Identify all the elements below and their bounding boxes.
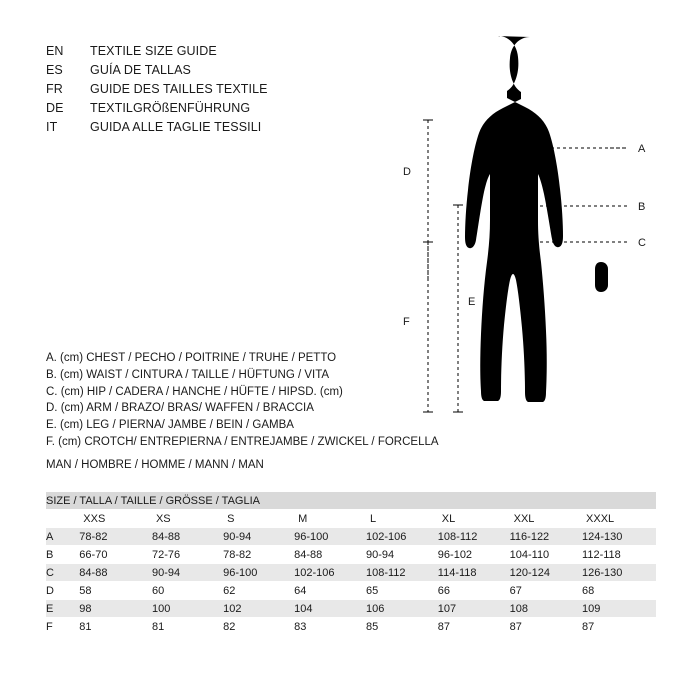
- title-lang-en: EN: [46, 44, 64, 58]
- cell-a-xs: 84-88: [152, 528, 223, 546]
- male-silhouette-icon: [465, 36, 608, 402]
- table-header-title: SIZE / TALLA / TAILLE / GRÖSSE / TAGLIA: [46, 492, 656, 510]
- table-row: [46, 528, 656, 546]
- title-row-de: [46, 101, 376, 120]
- legend-item-d: D. (cm) ARM / BRAZO/ BRAS/ WAFFEN / BRACCIA: [46, 402, 314, 415]
- row-label-f: F: [46, 618, 79, 636]
- diagram-label-f: F: [403, 316, 410, 328]
- cell-e-l: 106: [366, 600, 438, 618]
- column-xxs: XXS: [79, 510, 152, 528]
- column-xxl: XXL: [510, 510, 582, 528]
- column-l: L: [366, 510, 438, 528]
- cell-f-xs: 81: [152, 618, 223, 636]
- cell-e-xl: 107: [438, 600, 510, 618]
- title-text-en: TEXTILE SIZE GUIDE: [90, 44, 217, 58]
- cell-a-xl: 108-112: [438, 528, 510, 546]
- title-lang-it: IT: [46, 120, 58, 134]
- diagram-label-b: B: [638, 201, 646, 213]
- cell-c-xxs: 84-88: [79, 564, 152, 582]
- title-row-it: [46, 120, 376, 139]
- title-row-es: [46, 63, 376, 82]
- cell-b-xs: 72-76: [152, 546, 223, 564]
- cell-f-xxxl: 87: [582, 618, 656, 636]
- table-row: [46, 564, 656, 582]
- cell-c-xl: 114-118: [438, 564, 510, 582]
- cell-e-s: 102: [223, 600, 294, 618]
- cell-c-xxxl: 126-130: [582, 564, 656, 582]
- cell-f-xl: 87: [438, 618, 510, 636]
- size-table-wrapper: [46, 492, 656, 636]
- table-row: [46, 546, 656, 564]
- column-xxxl: XXXL: [582, 510, 656, 528]
- gender-label: MAN / HOMBRE / HOMME / MANN / MAN: [46, 459, 264, 471]
- row-label-c: C: [46, 564, 79, 582]
- cell-d-xxs: 58: [79, 582, 152, 600]
- cell-f-m: 83: [294, 618, 366, 636]
- title-row-fr: [46, 82, 376, 101]
- cell-e-xs: 100: [152, 600, 223, 618]
- legend-item-e: E. (cm) LEG / PIERNA/ JAMBE / BEIN / GAMBA: [46, 419, 294, 432]
- cell-d-xxl: 67: [510, 582, 582, 600]
- title-text-de: TEXTILGRÖßENFÜHRUNG: [90, 101, 251, 115]
- row-label-d: D: [46, 582, 79, 600]
- cell-c-m: 102-106: [294, 564, 366, 582]
- size-table: [46, 492, 656, 636]
- title-lang-es: ES: [46, 63, 63, 77]
- legend-item-b: B. (cm) WAIST / CINTURA / TAILLE / HÜFTUNG / VITA: [46, 368, 330, 381]
- diagram-label-c: C: [638, 237, 646, 249]
- legend-item-c: C. (cm) HIP / CADERA / HANCHE / HÜFTE / HIPSD. (cm): [46, 385, 343, 398]
- diagram-label-a: A: [638, 143, 646, 155]
- column-xs: XS: [152, 510, 223, 528]
- cell-c-l: 108-112: [366, 564, 438, 582]
- cell-b-xxxl: 112-118: [582, 546, 656, 564]
- cell-f-xxs: 81: [79, 618, 152, 636]
- legend-item-a: A. (cm) CHEST / PECHO / POITRINE / TRUHE / PETTO: [46, 352, 337, 364]
- cell-a-m: 96-100: [294, 528, 366, 546]
- cell-c-s: 96-100: [223, 564, 294, 582]
- row-label-b: B: [46, 546, 79, 564]
- diagram-label-d: D: [403, 166, 411, 178]
- cell-f-xxl: 87: [510, 618, 582, 636]
- body-diagram: [380, 20, 680, 470]
- title-text-es: GUÍA DE TALLAS: [90, 63, 191, 77]
- table-row: [46, 618, 656, 636]
- cell-e-xxl: 108: [510, 600, 582, 618]
- row-label-a: A: [46, 528, 79, 546]
- cell-d-xs: 60: [152, 582, 223, 600]
- cell-d-xxxl: 68: [582, 582, 656, 600]
- cell-a-l: 102-106: [366, 528, 438, 546]
- cell-d-l: 65: [366, 582, 438, 600]
- cell-c-xxl: 120-124: [510, 564, 582, 582]
- title-lang-de: DE: [46, 101, 64, 115]
- cell-d-xl: 66: [438, 582, 510, 600]
- cell-b-s: 78-82: [223, 546, 294, 564]
- cell-a-xxs: 78-82: [79, 528, 152, 546]
- cell-a-xxl: 116-122: [510, 528, 582, 546]
- cell-b-m: 84-88: [294, 546, 366, 564]
- cell-e-m: 104: [294, 600, 366, 618]
- table-column-row: [46, 510, 656, 528]
- title-text-it: GUIDA ALLE TAGLIE TESSILI: [90, 120, 262, 134]
- table-header-row: [46, 492, 656, 510]
- title-text-fr: GUIDE DES TAILLES TEXTILE: [90, 82, 268, 96]
- column-m: M: [294, 510, 366, 528]
- cell-a-xxxl: 124-130: [582, 528, 656, 546]
- title-block: [46, 44, 376, 139]
- table-row: [46, 582, 656, 600]
- cell-c-xs: 90-94: [152, 564, 223, 582]
- column-xl: XL: [438, 510, 510, 528]
- column-corner: [46, 510, 79, 528]
- title-row-en: [46, 44, 376, 63]
- cell-d-m: 64: [294, 582, 366, 600]
- cell-e-xxxl: 109: [582, 600, 656, 618]
- column-s: S: [223, 510, 294, 528]
- cell-b-xxl: 104-110: [510, 546, 582, 564]
- cell-d-s: 62: [223, 582, 294, 600]
- cell-b-xl: 96-102: [438, 546, 510, 564]
- table-row: [46, 600, 656, 618]
- title-lang-fr: FR: [46, 82, 63, 96]
- legend-item-f: F. (cm) CROTCH/ ENTREPIERNA / ENTREJAMBE / ZWICKEL / FORCELLA: [46, 435, 439, 448]
- cell-b-xxs: 66-70: [79, 546, 152, 564]
- diagram-label-e: E: [468, 296, 476, 308]
- row-label-e: E: [46, 600, 79, 618]
- cell-f-s: 82: [223, 618, 294, 636]
- cell-b-l: 90-94: [366, 546, 438, 564]
- cell-a-s: 90-94: [223, 528, 294, 546]
- cell-f-l: 85: [366, 618, 438, 636]
- cell-e-xxs: 98: [79, 600, 152, 618]
